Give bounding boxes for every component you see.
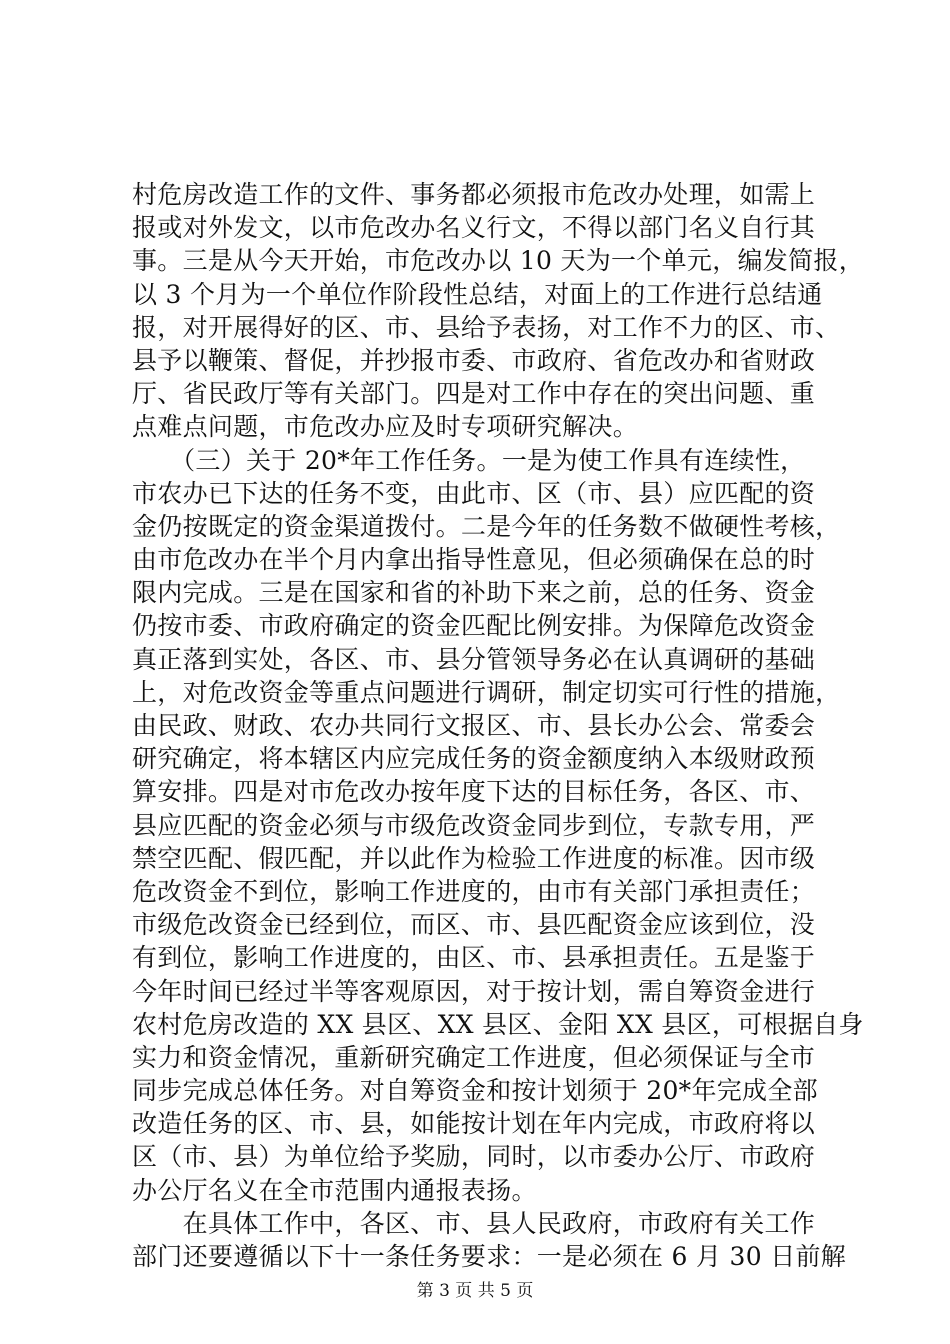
text-line: 市级危改资金已经到位，而区、市、县匹配资金应该到位，没 — [132, 910, 816, 940]
text-line: 算安排。四是对市危改办按年度下达的目标任务，各区、市、 — [132, 777, 816, 807]
text-line: 在具体工作中，各区、市、县人民政府，市政府有关工作 — [132, 1208, 816, 1238]
text-line: 点难点问题，市危改办应及时专项研究解决。 — [132, 412, 639, 442]
page-number-footer: 第 3 页 共 5 页 — [416, 1281, 534, 1301]
text-line: 真正落到实处，各区、市、县分管领导务必在认真调研的基础 — [132, 644, 816, 674]
text-line: 研究确定，将本辖区内应完成任务的资金额度纳入本级财政预 — [132, 744, 816, 774]
text-line: 实力和资金情况，重新研究确定工作进度，但必须保证与全市 — [132, 1042, 816, 1072]
text-line: 今年时间已经过半等客观原因，对于按计划，需自筹资金进行 — [132, 976, 816, 1006]
text-line: 仍按市委、市政府确定的资金匹配比例安排。为保障危改资金 — [132, 611, 816, 641]
text-line: 厅、省民政厅等有关部门。四是对工作中存在的突出问题、重 — [132, 379, 816, 409]
text-line: 报或对外发文，以市危改办名义行文，不得以部门名义自行其 — [132, 213, 816, 243]
text-line: （三）关于 20*年工作任务。一是为使工作具有连续性， — [132, 445, 806, 475]
text-line: 区（市、县）为单位给予奖励，同时，以市委办公厅、市政府 — [132, 1142, 816, 1172]
text-line: 有到位，影响工作进度的，由区、市、县承担责任。五是鉴于 — [132, 943, 816, 973]
text-line: 部门还要遵循以下十一条任务要求：一是必须在 6 月 30 日前解 — [132, 1242, 847, 1271]
text-line: 农村危房改造的 XX 县区、XX 县区、金阳 XX 县区，可根据自身 — [132, 1009, 864, 1039]
text-line: 事。三是从今天开始，市危改办以 10 天为一个单元，编发简报， — [132, 246, 865, 276]
text-line: 金仍按既定的资金渠道拨付。二是今年的任务数不做硬性考核， — [132, 511, 841, 541]
text-line: 以 3 个月为一个单位作阶段性总结，对面上的工作进行总结通 — [132, 279, 823, 309]
text-line: 由市危改办在半个月内拿出指导性意见，但必须确保在总的时 — [132, 545, 816, 575]
text-line: 同步完成总体任务。对自筹资金和按计划须于 20*年完成全部 — [132, 1076, 818, 1106]
text-line: 报，对开展得好的区、市、县给予表扬，对工作不力的区、市、 — [132, 312, 841, 342]
text-line: 改造任务的区、市、县，如能按计划在年内完成，市政府将以 — [132, 1109, 816, 1139]
text-line: 由民政、财政、农办共同行文报区、市、县长办公会、常委会 — [132, 711, 816, 740]
text-line: 上，对危改资金等重点问题进行调研，制定切实可行性的措施， — [132, 677, 841, 707]
text-line: 县予以鞭策、督促，并抄报市委、市政府、省危改办和省财政 — [132, 345, 816, 375]
text-line: 危改资金不到位，影响工作进度的，由市有关部门承担责任； — [132, 876, 816, 906]
text-line: 禁空匹配、假匹配，并以此作为检验工作进度的标准。因市级 — [132, 843, 816, 873]
text-line: 市农办已下达的任务不变，由此市、区（市、县）应匹配的资 — [132, 478, 816, 508]
text-line: 村危房改造工作的文件、事务都必须报市危改办处理，如需上 — [132, 180, 816, 209]
body-text — [132, 178, 865, 1273]
text-line: 县应匹配的资金必须与市级危改资金同步到位，专款专用，严 — [132, 810, 816, 840]
text-line: 办公厅名义在全市范围内通报表扬。 — [132, 1175, 537, 1205]
text-line: 限内完成。三是在国家和省的补助下来之前，总的任务、资金 — [132, 578, 816, 608]
